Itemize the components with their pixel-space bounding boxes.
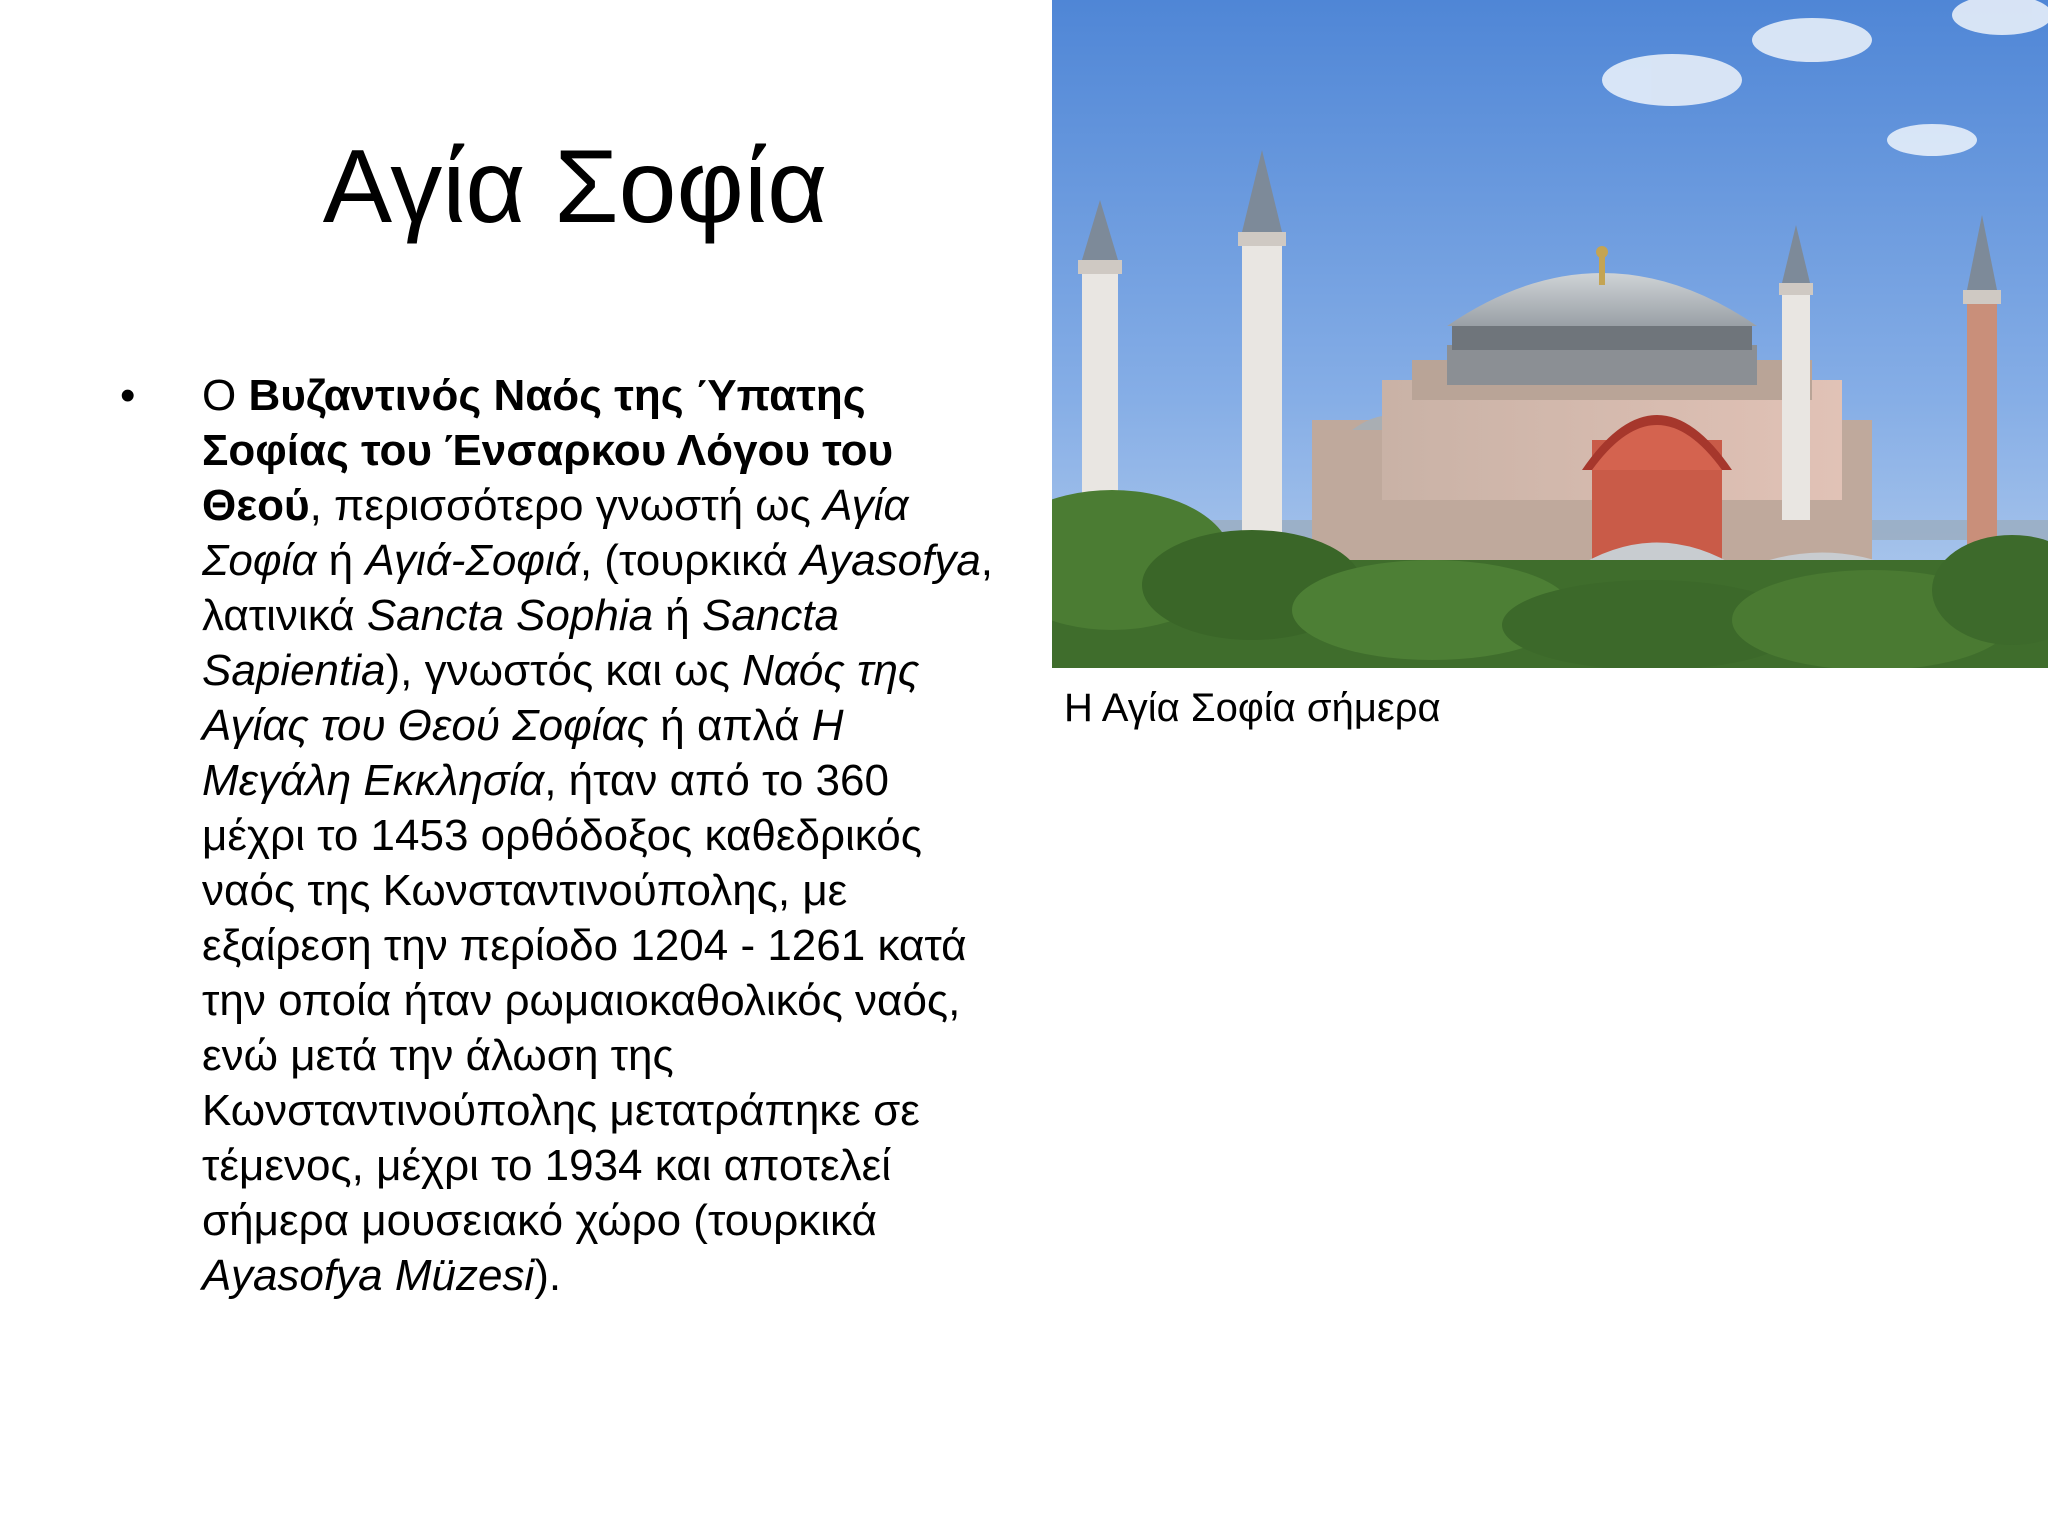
text-run-italic: Ναός της Αγίας του Θεού Σοφίας bbox=[202, 646, 920, 750]
text-run-bold: Βυζαντινός Ναός της Ύπατης Σοφίας του Ένσαρκου Λόγου του Θεού bbox=[202, 371, 894, 530]
text-run: ή bbox=[653, 591, 702, 640]
bullet-text bbox=[202, 371, 993, 1300]
text-run-italic: Ayasofya Müzesi bbox=[202, 1251, 535, 1300]
photo-caption: Η Αγία Σοφία σήμερα bbox=[1064, 686, 1441, 730]
bullet-item bbox=[120, 368, 1000, 1303]
text-run-italic: Αγία Σοφία bbox=[202, 481, 909, 585]
text-run-italic: Sancta Sophia bbox=[366, 591, 654, 640]
text-run-italic: Sancta Sapientia bbox=[202, 591, 839, 695]
text-run: , ήταν από το 360 μέχρι το 1453 ορθόδοξος καθεδρικός ναός της Κωνσταντινούπολης, με εξαίρεση την περίοδο 1204 - 1261 κατά την οποία ήταν ρωμαιοκαθολικός ναός, ενώ μετά την άλωση της Κωνσταντινούπολης μετατράπηκε σε τέμενος, μέχρι το 1934 και αποτελεί σήμερα μουσειακό χώρο (τουρκικά bbox=[202, 756, 967, 1245]
text-run-italic: Ayasofya bbox=[800, 536, 981, 585]
text-run: ή bbox=[316, 536, 366, 585]
text-run: , περισσότερο γνωστή ως bbox=[309, 481, 824, 530]
text-run: , λατινικά bbox=[202, 536, 994, 640]
hagia-sophia-photo bbox=[1052, 0, 2048, 668]
text-run: Ο bbox=[202, 371, 249, 420]
text-run: ), γνωστός και ως bbox=[385, 646, 743, 695]
bullet-list bbox=[120, 368, 1000, 1303]
text-run-italic: Η Μεγάλη Εκκλησία bbox=[202, 701, 844, 805]
text-run: ή απλά bbox=[648, 701, 812, 750]
bullet-dot: • bbox=[120, 371, 136, 420]
text-run-italic: Αγιά-Σοφιά bbox=[365, 536, 580, 585]
text-run: ). bbox=[534, 1251, 562, 1300]
text-run: , (τουρκικά bbox=[579, 536, 801, 585]
slide-title: Αγία Σοφία bbox=[322, 129, 828, 245]
